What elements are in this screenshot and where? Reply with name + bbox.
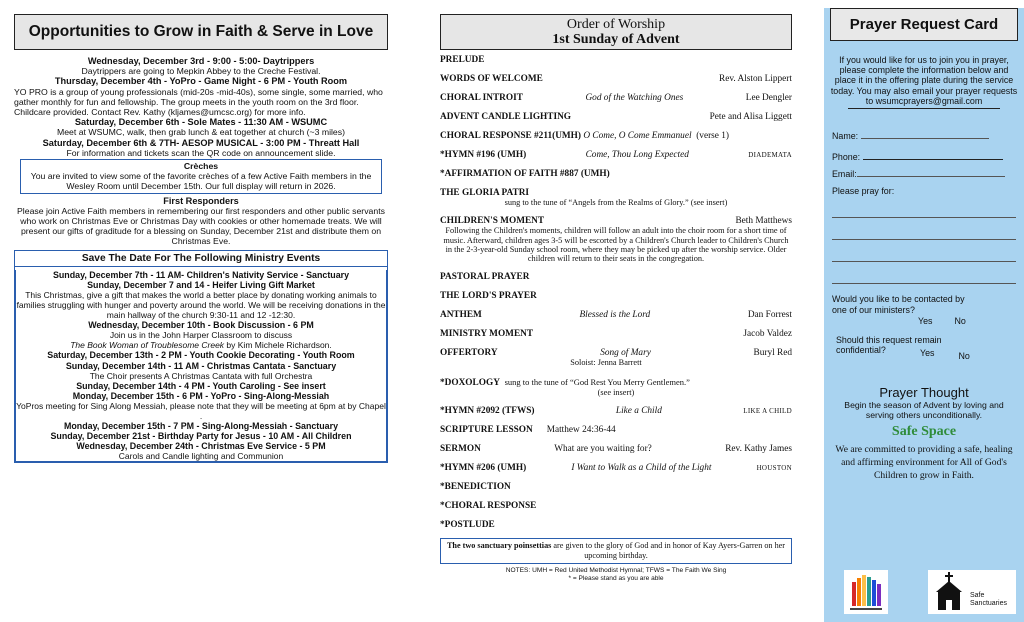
worship-item: SCRIPTURE LESSON Matthew 24:36-44 <box>440 425 616 436</box>
safe-space-text: We are committed to providing a safe, healing and affirming environment for All of God's Children to grow in Faith. <box>835 444 1013 482</box>
worship-item: MINISTRY MOMENT Jacob Valdez <box>440 329 792 340</box>
prayer-thought-text: Begin the season of Advent by loving and serving others unconditionally. <box>844 400 1004 421</box>
save-item: Monday, December 15th - 7 PM - Sing-Along-Messiah - Sanctuary <box>63 421 339 432</box>
worship-title: Order of Worship 1st Sunday of Advent <box>440 14 792 50</box>
save-item: Sunday, December 14th - 4 PM - Youth Caroling - See insert <box>76 380 326 391</box>
worship-item: THE LORD'S PRAYER <box>440 291 537 302</box>
pray-for-lines[interactable] <box>824 196 1024 284</box>
worship-item: PRELUDE <box>440 55 485 65</box>
worship-item: CHORAL RESPONSE #211(UMH) O Come, O Come Emmanuel (verse 1) <box>440 131 729 141</box>
worship-list: PRELUDE WORDS OF WELCOME Rev. Alston Lippert CHORAL INTROIT God of the Watching Ones Lee Dengler ADVENT CANDLE LIGHTING Pete and Alisa Liggett CHORAL RESPONSE #211(UMH) O Come, O Come Emmanuel (verse 1) *HYMN #196 (UMH) Come, Thou Long Expected DIADEMATA *AFFIRMATION OF FAITH #887 (UMH) THE GLORIA PATRI sung to the tune of “Angels from the Realms of Glory.” (see insert) CHILDREN'S MOMENT Beth Matthews Following the Children's moments, children will follow an adult into the choir room for a short time of music. Afterward, children ages 3-5 will be escorted by a Children's Church leader to Children's Church in the 2-3-year-old Sunday school room, where they may be picked up after the worship service. Older children will return to their seats in the congregation. PASTORAL PRAYER THE LORD'S PRAYER ANTHEM Blessed is the Lord Dan Forrest MINISTRY MOMENT Jacob Valdez OFFERTORY Song of Mary Buryl Red Soloist: Jenna Barrett *DOXOLOGY sung to the tune of “God Rest You Merry Gentlemen.” (see insert) *HYMN #2092 (TFWS) Like a Child LIKE A CHILD SCRIPTURE LESSON Matthew 24:36-44 SERMON What are you waiting for? Rev. Kathy James *HYMN #206 (UMH) I Want to Walk as a Child of the Light HOUSTON *BENEDICTION *CHORAL RESPONSE *POSTLUDE <box>440 55 792 531</box>
prayer-card-title: Prayer Request Card <box>830 8 1018 41</box>
worship-item: *HYMN #2092 (TFWS) Like a Child LIKE A CHILD <box>440 406 792 417</box>
worship-item: CHILDREN'S MOMENT Beth Matthews <box>440 216 792 227</box>
rainbow-logo <box>844 570 888 614</box>
event-yopro-game-night: Thursday, December 4th - YoPro - Game Night - 6 PM - Youth Room YO PRO is a group of young professionals (mid-20s -mid-40s), some single, some married, who gather monthly for fun and fellowship. The group meets in the youth room on the 3rd floor. Childcare provided. Contact Rev. Kathy (kljames@umcsc.org) for more info. <box>14 76 383 118</box>
worship-item: ADVENT CANDLE LIGHTING Pete and Alisa Liggett <box>440 112 792 122</box>
worship-item: PASTORAL PRAYER <box>440 272 530 283</box>
poinsettia-note: The two sanctuary poinsettias are given to the glory of God and in honor of Kay Ayers-Garren on her upcoming birthday. <box>440 538 792 564</box>
confidential-options[interactable]: Yes No <box>920 347 970 361</box>
save-item: Wednesday, December 10th - Book Discussion - 6 PM Join us in the John Harper Classroom to discuss The Book Woman of Troublesome Creek by Kim Michele Richardson. <box>70 320 332 351</box>
worship-item: *HYMN #206 (UMH) I Want to Walk as a Child of the Light HOUSTON <box>440 463 792 474</box>
contact-question: Would you like to be contacted by one of our ministers? <box>832 294 965 315</box>
worship-item: ANTHEM Blessed is the Lord Dan Forrest <box>440 310 792 321</box>
save-item: Monday, December 15th - 6 PM - YoPro - Sing-Along-Messiah YoPros meeting for Sing Along Messiah, please note that they will be meeting at 6pm at by Chapel . <box>16 390 386 421</box>
creches-box: Crèches You are invited to view some of the favorite crèches of a few Active Faith members in the Wesley Room until December 15th. Our full display will return in 2026. <box>20 159 382 194</box>
events-title: Opportunities to Grow in Faith & Serve in Love <box>14 14 388 50</box>
worship-item: *BENEDICTION <box>440 482 511 493</box>
worship-item: *CHORAL RESPONSE <box>440 501 537 512</box>
confidential-question: Should this request remain confidential? <box>836 334 942 356</box>
save-item: Saturday, December 13th - 2 PM - Youth Cookie Decorating - Youth Room <box>47 350 355 361</box>
save-the-date-heading: Save The Date For The Following Ministry Events <box>15 251 387 267</box>
worship-item: WORDS OF WELCOME Rev. Alston Lippert <box>440 74 792 84</box>
event-sole-mates: Saturday, December 6th - Sole Mates - 11:30 AM - WSUMC Meet at WSUMC, walk, then grab lunch & eat together at church (~3 miles) <box>56 117 346 138</box>
order-of-worship <box>440 0 792 622</box>
phone-field[interactable]: Phone: <box>824 152 1024 162</box>
worship-item: *AFFIRMATION OF FAITH #887 (UMH) <box>440 169 610 179</box>
event-daytrippers: Wednesday, December 3rd - 9:00 - 5:00- Daytrippers Daytrippers are going to Mepkin Abbey to the Creche Festival. <box>81 56 321 77</box>
worship-item: *DOXOLOGY sung to the tune of “God Rest You Merry Gentlemen.” <box>440 376 690 388</box>
save-item: Sunday, December 21st - Birthday Party for Jesus - 10 AM - All Children <box>50 431 352 442</box>
hymnal-notes: NOTES: UMH = Red United Methodist Hymnal; TFWS = The Faith We Sing * = Please stand as you are able <box>505 567 727 583</box>
save-item: Wednesday, December 24th - Christmas Eve Service - 5 PM Carols and Candle lighting and Communion <box>76 441 326 462</box>
worship-item: CHORAL INTROIT God of the Watching Ones Lee Dengler <box>440 93 792 103</box>
prayer-request-card <box>824 8 1024 622</box>
worship-item: OFFERTORY Song of Mary Buryl Red <box>440 348 792 359</box>
prayer-thought-heading: Prayer Thought <box>879 385 969 401</box>
name-field[interactable]: Name: <box>824 131 1024 141</box>
safe-sanctuaries-logo: Safe Sanctuaries <box>928 570 1016 614</box>
save-the-date-box <box>14 250 388 464</box>
save-item: Sunday, December 7th - 11 AM- Children's Nativity Service - Sanctuary <box>52 269 350 280</box>
contact-options[interactable]: Yes No <box>918 316 966 327</box>
email-field[interactable]: Email: <box>824 169 1024 179</box>
worship-item: *HYMN #196 (UMH) Come, Thou Long Expected DIADEMATA <box>440 150 792 160</box>
events-column <box>14 0 388 622</box>
safe-space-heading: Safe Space <box>891 424 957 440</box>
prayer-intro: If you would like for us to join you in prayer, please complete the information below and place it in the offering plate during the service today. You may also email your prayer requests to wsumcprayers@gmail.com <box>830 55 1018 106</box>
save-item: Sunday, December 7 and 14 - Heifer Living Gift Market This Christmas, give a gift that makes the world a better place by donating working animals to families struggling with hunger and poverty around the world. We will be receiving donations in the main hallway of the church 9:30-11 and 12 -12:30. <box>16 279 386 321</box>
first-responders: First Responders Please join Active Faith members in remembering our first responders and other public servants who work on Christmas Eve or Christmas Day with cookies or other homemade treats. We will present our gifts of graditude for a blessing on Sunday, December 21st and distribute them on Christmas Eve. <box>17 195 385 247</box>
pray-for-label: Please pray for: <box>832 186 895 197</box>
worship-item: *POSTLUDE <box>440 520 495 531</box>
worship-item: THE GLORIA PATRI <box>440 188 530 198</box>
save-item: Sunday, December 14th - 11 AM - Christmas Cantata - Sanctuary The Choir presents A Christmas Cantata with full Orchestra <box>65 360 337 381</box>
worship-item: SERMON What are you waiting for? Rev. Kathy James <box>440 444 792 455</box>
event-aesop-musical: Saturday, December 6th & 7TH- AESOP MUSICAL - 3:00 PM - Threatt Hall For information and tickets scan the QR code on announcement slide. <box>42 137 360 158</box>
